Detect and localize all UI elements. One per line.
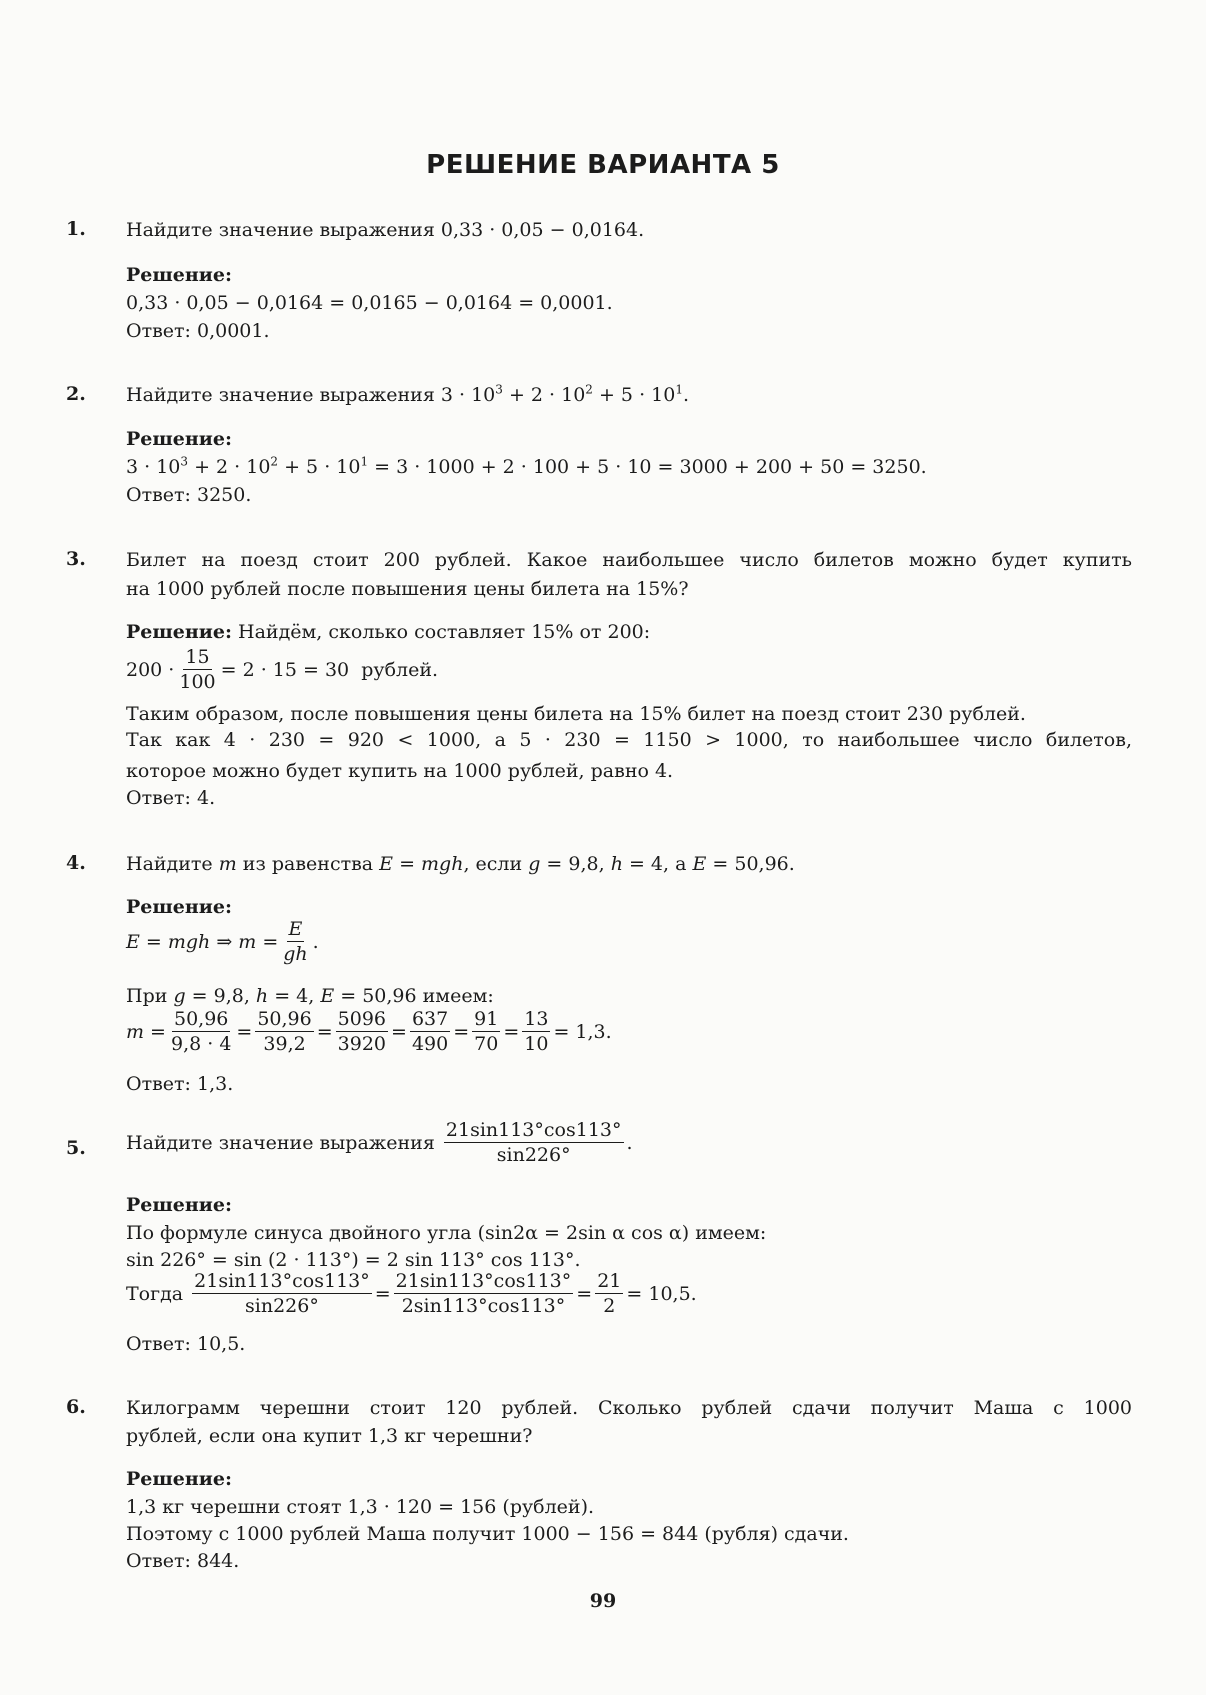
- answer-value: 0,0001.: [197, 320, 270, 342]
- problem-4-fraction-chain: m = $\frac{50,96}{9,8 \cdot 4}$ = $\frac{50,96}{39,2}$ = $\frac{5096}{3920}$ = $\frac{637}{490}$ = $\frac{91}{70}$ = $\frac{13}{10}$ = 1,3.: [126, 1008, 612, 1055]
- problem-6-task-line-1: Килограмм черешни стоит 120 рублей. Сколько рублей сдачи получит Маша с 1000: [126, 1397, 1132, 1419]
- problem-6-task-line-2: рублей, если она купит 1,3 кг черешни?: [126, 1425, 533, 1447]
- problem-1-calc: 0,33 · 0,05 − 0,0164 = 0,0165 − 0,0164 = 0,0001.: [126, 292, 613, 314]
- problem-3-line-a: Таким образом, после повышения цены билета на 15% билет на поезд стоит 230 рублей.: [126, 703, 1026, 725]
- problem-5-task: Найдите значение выражения $\frac{21\sin 113^\circ\cos 113^\circ}{\sin 226^\circ}$ .: [126, 1119, 633, 1166]
- problem-1-solution-label: [126, 263, 232, 287]
- problem-6-line-a: 1,3 кг черешни стоят 1,3 · 120 = 156 (рублей).: [126, 1496, 595, 1518]
- problem-2-number: 2.: [66, 383, 86, 405]
- problem-6-line-b: Поэтому с 1000 рублей Маша получит 1000 − 156 = 844 (рубля) сдачи.: [126, 1523, 849, 1545]
- problem-4-solution-label: Решение:: [126, 896, 232, 918]
- solution-label: Решение:: [126, 264, 232, 286]
- problem-2-answer: Ответ: 3250.: [126, 484, 252, 506]
- problem-4-derivation: E = mgh ⇒ m = $\frac{E}{gh}$ .: [126, 918, 319, 965]
- problem-3-line-b: Так как 4 · 230 = 920 < 1000, а 5 · 230 = 1150 > 1000, то наибольшее число билетов,: [126, 729, 1132, 751]
- problem-1-task: Найдите значение выражения 0,33 · 0,05 − 0,0164.: [126, 219, 645, 241]
- problem-2-solution-label: Решение:: [126, 428, 232, 450]
- problem-5-line-b: sin 226° = sin (2 · 113°) = 2 sin 113° cos 113°.: [126, 1249, 581, 1271]
- problem-4-task: Найдите m из равенства E = mgh, если g = 9,8, h = 4, а E = 50,96.: [126, 853, 795, 875]
- problem-3-fraction-calc: 200 · $\frac{15}{100}$ = 2 · 15 = 30 рублей.: [126, 646, 439, 693]
- problem-3-number: 3.: [66, 548, 86, 570]
- problem-4-number: 4.: [66, 852, 86, 874]
- problem-3-solution-intro: Решение: Найдём, сколько составляет 15% от 200:: [126, 621, 651, 643]
- answer-label: Ответ:: [126, 320, 191, 342]
- problem-3-answer: Ответ: 4.: [126, 787, 216, 809]
- problem-5-solution-label: Решение:: [126, 1194, 232, 1216]
- problem-6-number: 6.: [66, 1396, 86, 1418]
- page-title: РЕШЕНИЕ ВАРИАНТА 5: [426, 150, 780, 180]
- problem-1-answer: [126, 319, 270, 343]
- problem-5-fraction-chain: Тогда $\frac{21\sin 113^\circ\cos 113^\circ}{\sin 226^\circ}$ = $\frac{21\sin 113^\circ\cos 113^\circ}{2\sin 113^\circ\cos 113^\circ}$ = $\frac{21}{2}$ = 10,5.: [126, 1270, 697, 1317]
- problem-3-line-c: которое можно будет купить на 1000 рублей, равно 4.: [126, 760, 674, 782]
- problem-2-calc: $3 \cdot 10^3 + 2 \cdot 10^2 + 5 \cdot 10^1 = 3 \cdot 1000 + 2 \cdot 100 + 5 \cdot 10 = 3000 + 200 + 50 = 3250$.: [126, 454, 927, 478]
- problem-2-task: Найдите значение выражения $3 \cdot 10^3 + 2 \cdot 10^2 + 5 \cdot 10^1$.: [126, 382, 690, 406]
- problem-4-given: При g = 9,8, h = 4, E = 50,96 имеем:: [126, 985, 494, 1007]
- problem-3-task-line-2: на 1000 рублей после повышения цены билета на 15%?: [126, 578, 689, 600]
- problem-5-number: 5.: [66, 1137, 86, 1159]
- problem-6-solution-label: Решение:: [126, 1468, 232, 1490]
- problem-3-task-line-1: Билет на поезд стоит 200 рублей. Какое наибольшее число билетов можно будет купить: [126, 549, 1132, 571]
- problem-5-answer: Ответ: 10,5.: [126, 1333, 246, 1355]
- problem-1-number: 1.: [66, 218, 86, 240]
- problem-5-line-a: По формуле синуса двойного угла (sin2α = 2sin α cos α) имеем:: [126, 1222, 767, 1244]
- problem-4-answer: Ответ: 1,3.: [126, 1073, 234, 1095]
- fraction: $\frac{15}{100}$: [179, 646, 216, 693]
- page-number: 99: [589, 1590, 617, 1612]
- problem-6-answer: Ответ: 844.: [126, 1550, 240, 1572]
